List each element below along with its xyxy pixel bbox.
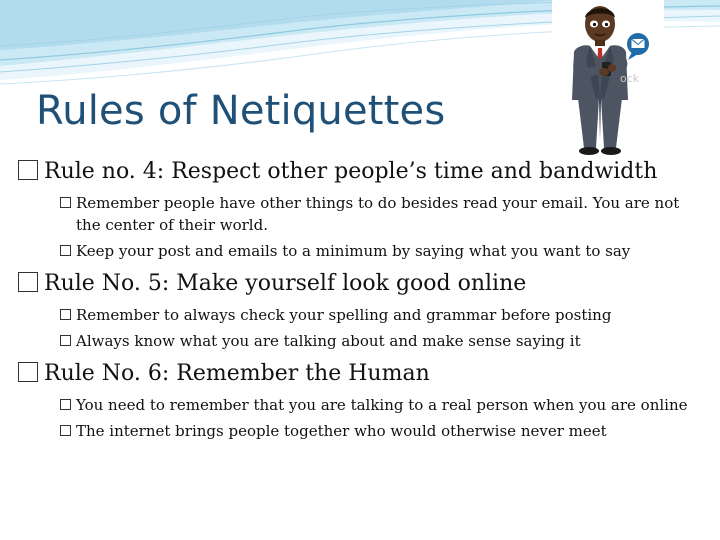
slide-title: Rules of Netiquettes xyxy=(36,88,446,134)
rule-heading: Rule no. 4: Respect other people’s time and bandwidth xyxy=(44,159,658,184)
missing-glyph-bullet-icon xyxy=(18,362,38,382)
rule-4 xyxy=(18,158,708,262)
point-text: Remember people have other things to do besides read your email. You are not the center of their world. xyxy=(76,194,680,234)
rule-heading: Rule No. 6: Remember the Human xyxy=(44,361,430,386)
checkbox-bullet-icon xyxy=(60,197,71,208)
rule-points xyxy=(18,304,708,352)
point-text: The internet brings people together who would otherwise never meet xyxy=(76,422,607,440)
rule-heading: Rule No. 5: Make yourself look good online xyxy=(44,271,527,296)
list-item xyxy=(60,192,708,236)
checkbox-bullet-icon xyxy=(60,399,71,410)
list-item xyxy=(60,240,708,262)
checkbox-bullet-icon xyxy=(60,425,71,436)
checkbox-bullet-icon xyxy=(60,245,71,256)
list-item xyxy=(60,394,708,416)
point-text: Remember to always check your spelling and grammar before posting xyxy=(76,306,612,324)
point-text: You need to remember that you are talking to a real person when you are online xyxy=(76,396,688,414)
rule-points xyxy=(18,192,708,262)
rule-5 xyxy=(18,270,708,352)
point-text: Keep your post and emails to a minimum by saying what you want to say xyxy=(76,242,631,260)
rules-list xyxy=(18,158,708,446)
missing-glyph-bullet-icon xyxy=(18,160,38,180)
list-item xyxy=(60,330,708,352)
rule-6 xyxy=(18,360,708,442)
rule-points xyxy=(18,394,708,442)
list-item xyxy=(60,420,708,442)
point-text: Always know what you are talking about and make sense saying it xyxy=(76,332,581,350)
checkbox-bullet-icon xyxy=(60,309,71,320)
watermark-text: ock xyxy=(620,72,640,85)
businessman-with-phone-illustration xyxy=(552,0,664,160)
missing-glyph-bullet-icon xyxy=(18,272,38,292)
list-item xyxy=(60,304,708,326)
checkbox-bullet-icon xyxy=(60,335,71,346)
